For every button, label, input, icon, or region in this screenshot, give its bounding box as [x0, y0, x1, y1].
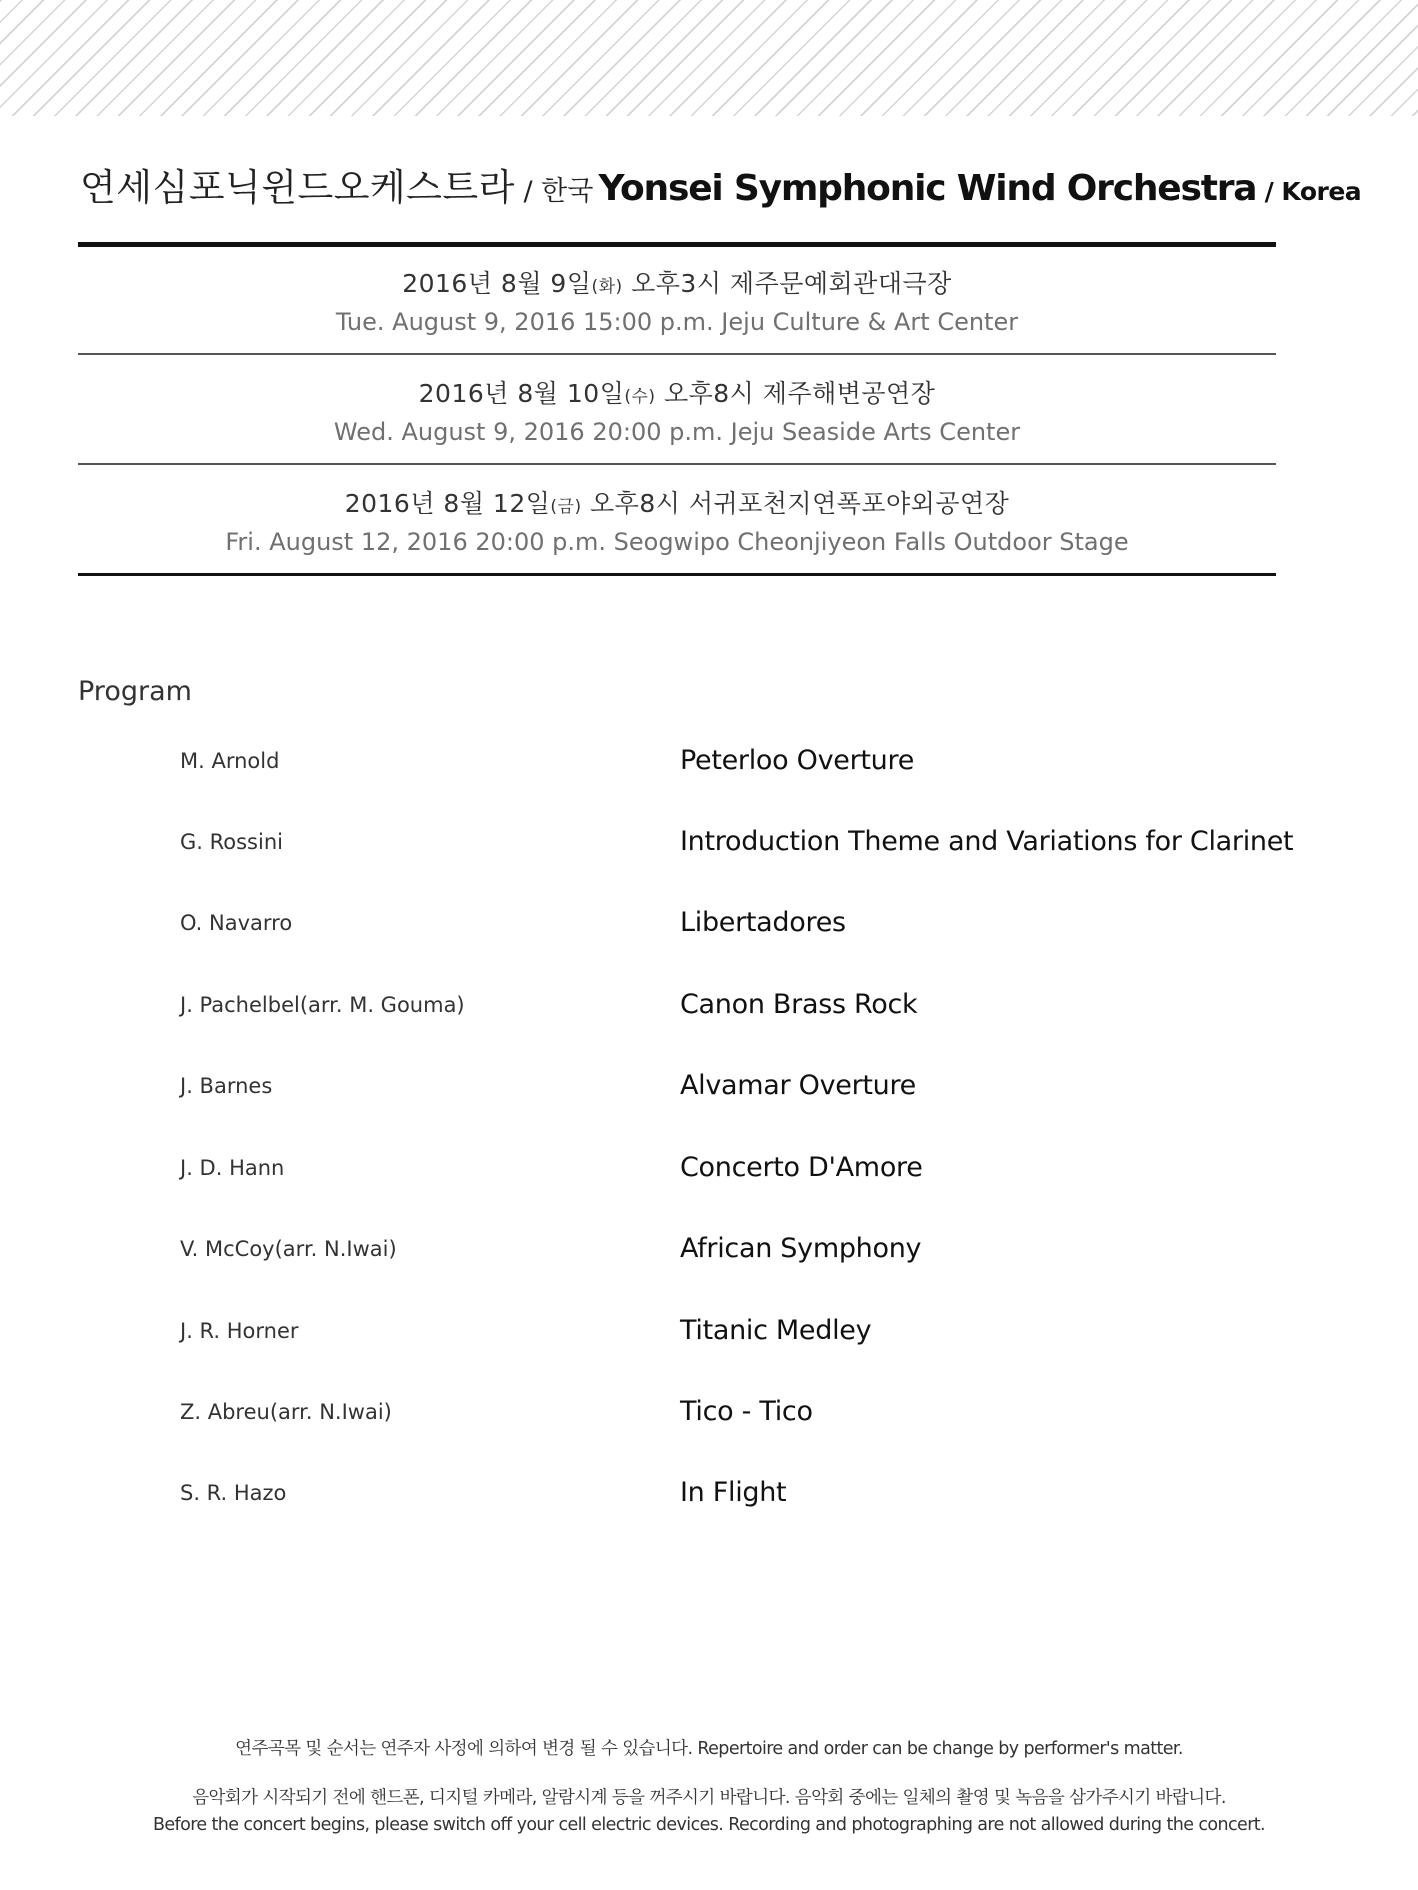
- decorative-stripe-band: [0, 0, 1418, 116]
- program-row: [0, 741, 1418, 781]
- concert-entry: [78, 376, 1276, 449]
- program-row: [0, 1311, 1418, 1351]
- country-korean: 한국: [541, 176, 594, 207]
- piece-title: Canon Brass Rock: [680, 989, 918, 1020]
- page-title: [80, 158, 1362, 218]
- piece-title: Libertadores: [680, 907, 846, 938]
- concert-entry: [78, 486, 1276, 559]
- program-heading: Program: [78, 676, 192, 707]
- repertoire-notice: 연주곡목 및 순서는 연주자 사정에 의하여 변경 될 수 있습니다. Repertoire and order can be change by performer's matter.: [235, 1739, 1183, 1759]
- concert-date-korean: 2016년 8월 9일(화) 오후3시 제주문예회관대극장: [402, 269, 952, 298]
- composer-name: G. Rossini: [180, 830, 283, 854]
- piece-title: Titanic Medley: [680, 1315, 872, 1346]
- piece-title: Concerto D'Amore: [680, 1152, 923, 1183]
- concert-date-english: Wed. August 9, 2016 20:00 p.m. Jeju Seaside Arts Center: [333, 418, 1021, 446]
- concert-date-korean: 2016년 8월 12일(금) 오후8시 서귀포천지연폭포야외공연장: [344, 489, 1010, 518]
- title-english: Yonsei Symphonic Wind Orchestra: [598, 168, 1257, 209]
- header-divider: [78, 242, 1276, 247]
- program-row: [0, 1229, 1418, 1269]
- piece-title: Introduction Theme and Variations for Clarinet: [680, 826, 1294, 857]
- composer-name: J. R. Horner: [180, 1319, 299, 1343]
- country-english: / Korea: [1256, 177, 1362, 206]
- composer-name: O. Navarro: [180, 911, 293, 935]
- concert-date-english: Fri. August 12, 2016 20:00 p.m. Seogwipo Cheonjiyeon Falls Outdoor Stage: [225, 528, 1129, 556]
- piece-title: Alvamar Overture: [680, 1070, 916, 1101]
- program-row: [0, 985, 1418, 1025]
- program-row: [0, 903, 1418, 943]
- composer-name: J. D. Hann: [180, 1156, 285, 1180]
- concert-divider: [78, 463, 1276, 465]
- title-separator: /: [514, 176, 542, 207]
- composer-name: M. Arnold: [180, 749, 280, 773]
- concert-date-english: Tue. August 9, 2016 15:00 p.m. Jeju Culture & Art Center: [335, 308, 1019, 336]
- piece-title: Peterloo Overture: [680, 745, 915, 776]
- composer-name: J. Barnes: [180, 1074, 273, 1098]
- concert-divider: [78, 353, 1276, 355]
- piece-title: Tico - Tico: [680, 1396, 813, 1427]
- composer-name: Z. Abreu(arr. N.Iwai): [180, 1400, 392, 1424]
- program-row: [0, 1148, 1418, 1188]
- concerts-bottom-divider: [78, 573, 1276, 576]
- piece-title: In Flight: [680, 1477, 787, 1508]
- devices-notice: [0, 1785, 1418, 1839]
- concert-entry: [78, 266, 1276, 339]
- program-row: [0, 1473, 1418, 1513]
- program-row: [0, 1066, 1418, 1106]
- title-korean: 연세심포닉윈드오케스트라: [80, 166, 515, 209]
- piece-title: African Symphony: [680, 1233, 922, 1264]
- program-row: [0, 1392, 1418, 1432]
- composer-name: V. McCoy(arr. N.Iwai): [180, 1237, 397, 1261]
- program-row: [0, 822, 1418, 862]
- devices-notice-korean: 음악회가 시작되기 전에 핸드폰, 디지털 카메라, 알람시계 등을 꺼주시기 바랍니다. 음악회 중에는 일체의 촬영 및 녹음을 삼가주시기 바랍니다.: [192, 1788, 1226, 1808]
- composer-name: J. Pachelbel(arr. M. Gouma): [180, 993, 465, 1017]
- concert-date-korean: 2016년 8월 10일(수) 오후8시 제주해변공연장: [418, 379, 936, 408]
- devices-notice-english: Before the concert begins, please switch off your cell electric devices. Recording and photographing are not allowed during the concert.: [152, 1815, 1266, 1835]
- composer-name: S. R. Hazo: [180, 1481, 287, 1505]
